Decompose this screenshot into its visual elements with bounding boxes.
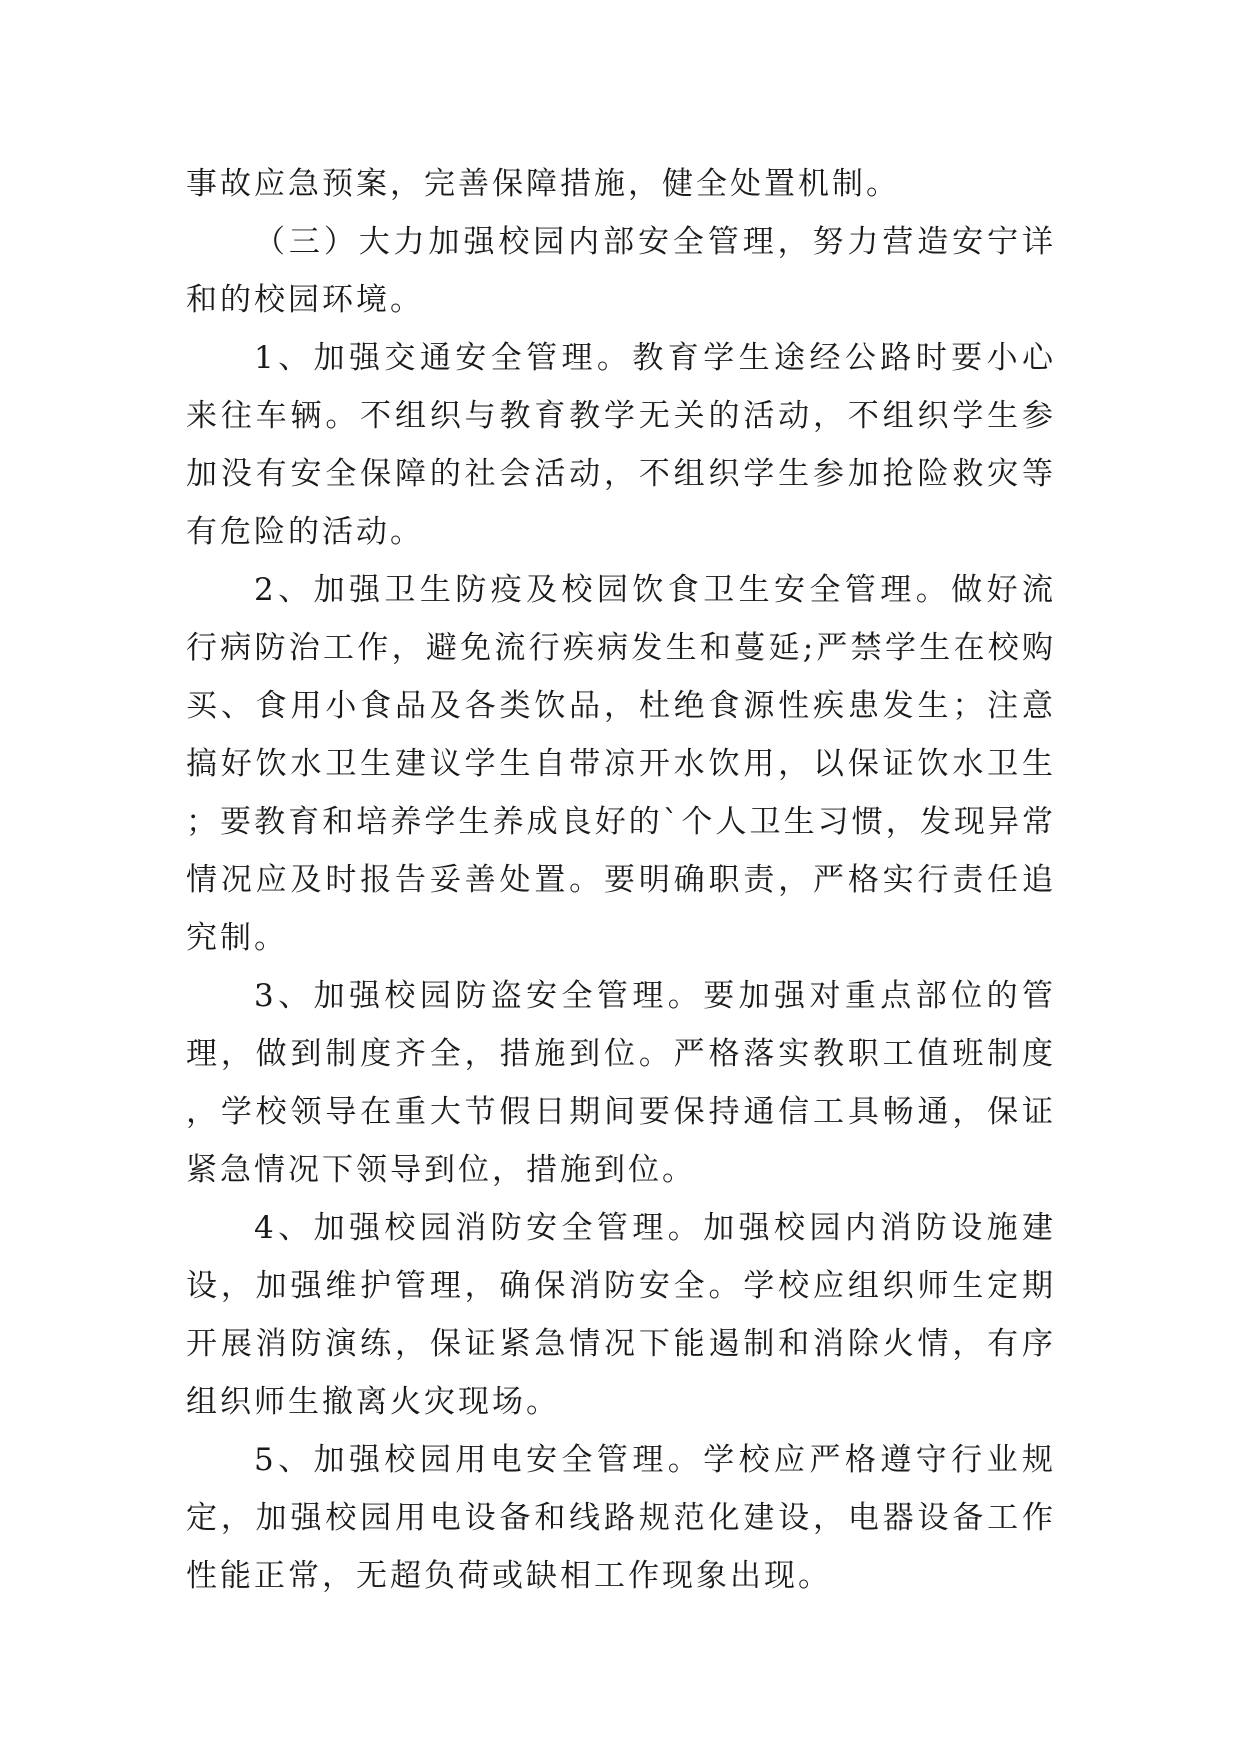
paragraph-fire-safety: 4、加强校园消防安全管理。加强校园内消防设施建设，加强维护管理，确保消防安全。学校应组织师生定期开展消防演练，保证紧急情况下能遏制和消除火情，有序组织师生撤离火灾现场。 (186, 1210, 1056, 1420)
paragraph-continuation: 事故应急预案，完善保障措施，健全处置机制。 (186, 166, 900, 202)
paragraph-health-safety: 2、加强卫生防疫及校园饮食卫生安全管理。做好流行病防治工作，避免流行疾病发生和蔓延;严禁学生在校购买、食用小食品及各类饮品，杜绝食源性疾患发生；注意搞好饮水卫生建议学生自带凉开水饮用，以保证饮水卫生；要教育和培养学生养成良好的`个人卫生习惯，发现异常情况应及时报告妥善处置。要明确职责，严格实行责任追究制。 (186, 572, 1056, 956)
paragraph-theft-prevention: 3、加强校园防盗安全管理。要加强对重点部位的管理，做到制度齐全，措施到位。严格落实教职工值班制度，学校领导在重大节假日期间要保持通信工具畅通，保证紧急情况下领导到位，措施到位。 (186, 978, 1056, 1188)
paragraph-electrical-safety: 5、加强校园用电安全管理。学校应严格遵守行业规定，加强校园用电设备和线路规范化建设，电器设备工作性能正常，无超负荷或缺相工作现象出现。 (186, 1442, 1056, 1594)
paragraph-traffic-safety: 1、加强交通安全管理。教育学生途经公路时要小心来往车辆。不组织与教育教学无关的活动，不组织学生参加没有安全保障的社会活动，不组织学生参加抢险救灾等有危险的活动。 (186, 340, 1056, 550)
section-heading-3: （三）大力加强校园内部安全管理，努力营造安宁详和的校园环境。 (186, 224, 1056, 318)
document-body (186, 155, 1056, 1605)
